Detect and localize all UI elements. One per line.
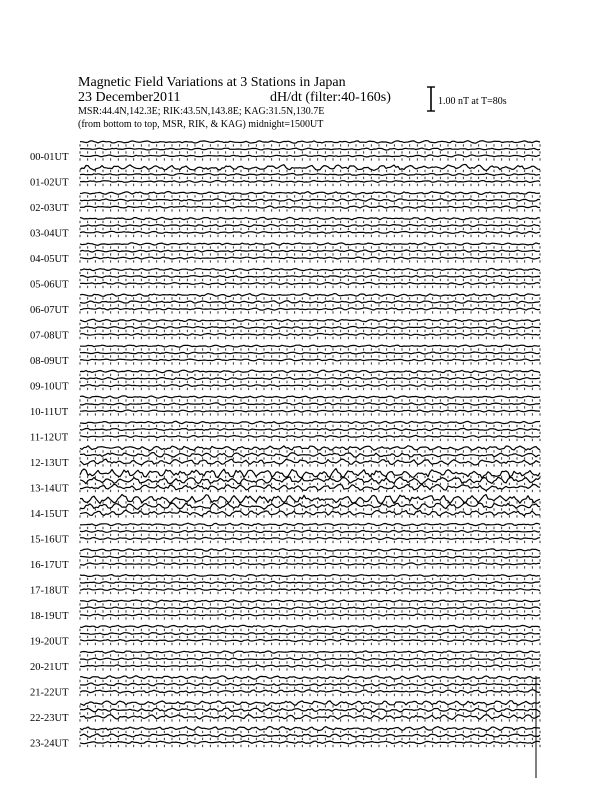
minute-ticks	[80, 566, 540, 568]
minute-ticks	[80, 617, 540, 619]
hour-label: 06-07UT	[30, 305, 69, 316]
trace-kag	[80, 217, 540, 220]
minute-ticks	[80, 629, 540, 631]
trace-kag	[80, 727, 540, 731]
minute-ticks	[80, 209, 540, 211]
trace-rik	[80, 173, 540, 175]
hour-label: 13-14UT	[30, 483, 69, 495]
trace-rik	[80, 556, 540, 558]
minute-ticks	[80, 712, 540, 714]
stations-text: MSR:44.4N,142.3E; RIK:43.5N,143.8E; KAG:31.5N,130.7E	[78, 106, 325, 117]
hour-label: 20-21UT	[30, 662, 69, 673]
minute-ticks	[80, 541, 540, 543]
minute-ticks	[80, 413, 540, 415]
hour-panel	[30, 217, 540, 239]
trace-rik	[80, 276, 540, 278]
minute-ticks	[80, 362, 540, 364]
minute-ticks	[80, 559, 540, 561]
minute-ticks	[80, 399, 540, 401]
trace-kag	[80, 575, 540, 577]
trace-msr	[80, 334, 540, 336]
trace-msr	[80, 435, 540, 437]
minute-ticks	[80, 158, 540, 160]
minute-ticks	[80, 221, 540, 223]
hour-panel	[30, 446, 540, 469]
trace-kag	[80, 294, 540, 297]
minute-ticks	[80, 476, 540, 478]
minute-ticks	[80, 610, 540, 612]
trace-msr	[80, 283, 540, 285]
trace-kag	[80, 446, 540, 451]
trace-kag	[80, 701, 540, 706]
trace-rik	[80, 301, 540, 304]
trace-msr	[80, 181, 540, 183]
trace-msr	[80, 257, 540, 259]
trace-msr	[80, 308, 540, 310]
hour-panel	[30, 243, 540, 265]
minute-ticks	[80, 738, 540, 740]
hour-panel	[30, 701, 540, 724]
hour-panel	[30, 370, 540, 392]
hour-label: 01-02UT	[30, 177, 69, 189]
scale-label: 1.00 nT at T=80s	[438, 96, 507, 107]
minute-ticks	[80, 585, 540, 587]
hour-panel	[30, 495, 540, 521]
trace-msr	[80, 206, 540, 209]
minute-ticks	[80, 578, 540, 580]
trace-kag	[80, 370, 540, 373]
minute-ticks	[80, 527, 540, 529]
trace-kag	[80, 268, 540, 270]
hour-label: 00-01UT	[30, 152, 69, 163]
trace-msr	[80, 510, 540, 516]
minute-ticks	[80, 330, 540, 332]
hour-panel	[30, 421, 540, 443]
minute-ticks	[80, 654, 540, 656]
minute-ticks	[80, 195, 540, 197]
minute-ticks	[80, 515, 540, 517]
minute-ticks	[80, 406, 540, 408]
trace-kag	[80, 421, 540, 424]
trace-msr	[80, 741, 540, 744]
minute-ticks	[80, 388, 540, 390]
hour-label: 17-18UT	[30, 585, 69, 597]
scale-bar	[427, 87, 507, 111]
minute-ticks	[80, 323, 540, 325]
minute-ticks	[80, 450, 540, 452]
minute-ticks	[80, 228, 540, 230]
hour-label: 08-09UT	[30, 356, 69, 367]
minute-ticks	[80, 337, 540, 339]
minute-ticks	[80, 246, 540, 248]
minute-ticks	[80, 374, 540, 376]
hour-label: 16-17UT	[30, 560, 69, 571]
hour-label: 15-16UT	[30, 534, 69, 546]
trace-msr	[80, 359, 540, 361]
minute-ticks	[80, 694, 540, 696]
minute-ticks	[80, 151, 540, 153]
minute-ticks	[80, 592, 540, 594]
minute-ticks	[80, 286, 540, 288]
quantity-text: dH/dt (filter:40-160s)	[270, 90, 391, 105]
trace-msr	[80, 563, 540, 565]
hour-label: 12-13UT	[30, 458, 69, 469]
minute-ticks	[80, 668, 540, 670]
minute-ticks	[80, 355, 540, 357]
trace-rik	[80, 453, 540, 458]
hour-label: 10-11UT	[30, 407, 69, 418]
trace-rik	[80, 734, 540, 737]
minute-ticks	[80, 253, 540, 255]
minute-ticks	[80, 260, 540, 262]
trace-rik	[80, 581, 540, 583]
trace-kag	[80, 243, 540, 246]
hour-panel	[30, 192, 540, 215]
trace-msr	[80, 665, 540, 667]
trace-kag	[80, 676, 540, 680]
hour-panel	[30, 319, 540, 341]
minute-ticks	[80, 603, 540, 605]
minute-ticks	[80, 432, 540, 434]
minute-ticks	[80, 661, 540, 663]
trace-rik	[80, 377, 540, 379]
trace-msr	[80, 589, 540, 591]
trace-rik	[80, 530, 540, 532]
hour-panel	[30, 396, 540, 418]
trace-kag	[80, 549, 540, 551]
hour-label: 09-10UT	[30, 381, 69, 393]
minute-ticks	[80, 272, 540, 274]
hour-label: 19-20UT	[30, 636, 69, 648]
trace-rik	[80, 632, 540, 634]
hour-panel	[30, 523, 540, 545]
hour-panel	[30, 727, 540, 750]
hour-panel	[30, 600, 540, 622]
minute-ticks	[80, 705, 540, 707]
hour-panel	[30, 294, 540, 316]
minute-ticks	[80, 636, 540, 638]
minute-ticks	[80, 534, 540, 536]
trace-msr	[80, 690, 540, 693]
hour-label: 18-19UT	[30, 611, 69, 622]
trace-kag	[80, 165, 540, 171]
trace-rik	[80, 708, 540, 712]
minute-ticks	[80, 144, 540, 146]
trace-msr	[80, 537, 540, 539]
hour-label: 03-04UT	[30, 228, 69, 240]
minute-ticks	[80, 381, 540, 383]
trace-rik	[80, 250, 540, 252]
trace-rik	[80, 607, 540, 609]
trace-msr	[80, 385, 540, 387]
trace-msr	[80, 639, 540, 641]
trace-kag	[80, 625, 540, 627]
hour-label: 11-12UT	[30, 432, 69, 444]
hour-label: 21-22UT	[30, 687, 69, 699]
trace-rik	[80, 352, 540, 354]
minute-ticks	[80, 680, 540, 682]
trace-kag	[80, 345, 540, 347]
hour-label: 22-23UT	[30, 713, 69, 724]
chart-title: Magnetic Field Variations at 3 Stations in Japan	[78, 75, 346, 90]
hour-label: 04-05UT	[30, 254, 69, 265]
minute-ticks	[80, 348, 540, 350]
minute-ticks	[80, 184, 540, 186]
minute-ticks	[80, 490, 540, 492]
hour-panel	[30, 469, 540, 495]
trace-msr	[80, 715, 540, 720]
trace-kag	[80, 651, 540, 653]
hour-panel	[30, 549, 540, 571]
minute-ticks	[80, 687, 540, 689]
minute-ticks	[80, 464, 540, 466]
minute-ticks	[80, 745, 540, 747]
hour-panel	[30, 165, 540, 189]
hour-panel	[30, 268, 540, 290]
hour-label: 02-03UT	[30, 203, 69, 214]
minute-ticks	[80, 177, 540, 179]
minute-ticks	[80, 439, 540, 441]
minute-ticks	[80, 719, 540, 721]
trace-msr	[80, 459, 540, 465]
minute-ticks	[80, 457, 540, 459]
minute-ticks	[80, 235, 540, 237]
hour-panel	[30, 345, 540, 367]
hour-label: 14-15UT	[30, 509, 69, 520]
minute-ticks	[80, 483, 540, 485]
hour-label: 07-08UT	[30, 330, 69, 342]
minute-ticks	[80, 643, 540, 645]
minute-ticks	[80, 297, 540, 299]
minute-ticks	[80, 508, 540, 510]
trace-msr	[80, 410, 540, 412]
trace-rik	[80, 199, 540, 201]
minute-ticks	[80, 425, 540, 427]
hour-panel	[30, 625, 540, 647]
trace-kag	[80, 600, 540, 602]
trace-rik	[80, 225, 540, 227]
date-text: 23 December2011	[78, 90, 181, 105]
minute-ticks	[80, 304, 540, 306]
hour-panel	[30, 575, 540, 597]
trace-rik	[80, 658, 540, 660]
hour-panel	[30, 651, 540, 673]
hour-panel	[30, 676, 540, 699]
hour-panel	[30, 141, 540, 163]
trace-rik	[80, 148, 540, 150]
trace-msr	[80, 614, 540, 616]
trace-rik	[80, 403, 540, 405]
hour-label: 23-24UT	[30, 738, 69, 750]
trace-kag	[80, 396, 540, 399]
minute-ticks	[80, 311, 540, 313]
hour-label: 05-06UT	[30, 279, 69, 291]
trace-msr	[80, 231, 540, 233]
trace-rik	[80, 327, 540, 329]
minute-ticks	[80, 170, 540, 172]
trace-kag	[80, 523, 540, 526]
hour-panels	[30, 141, 540, 778]
order-text: (from bottom to top, MSR, RIK, & KAG) midnight=1500UT	[78, 119, 324, 130]
minute-ticks	[80, 552, 540, 554]
trace-rik	[80, 683, 540, 686]
trace-msr	[80, 155, 540, 157]
trace-kag	[80, 319, 540, 321]
minute-ticks	[80, 731, 540, 733]
trace-rik	[80, 428, 540, 430]
minute-ticks	[80, 501, 540, 503]
trace-kag	[80, 141, 540, 144]
minute-ticks	[80, 279, 540, 281]
trace-kag	[80, 192, 540, 195]
minute-ticks	[80, 202, 540, 204]
